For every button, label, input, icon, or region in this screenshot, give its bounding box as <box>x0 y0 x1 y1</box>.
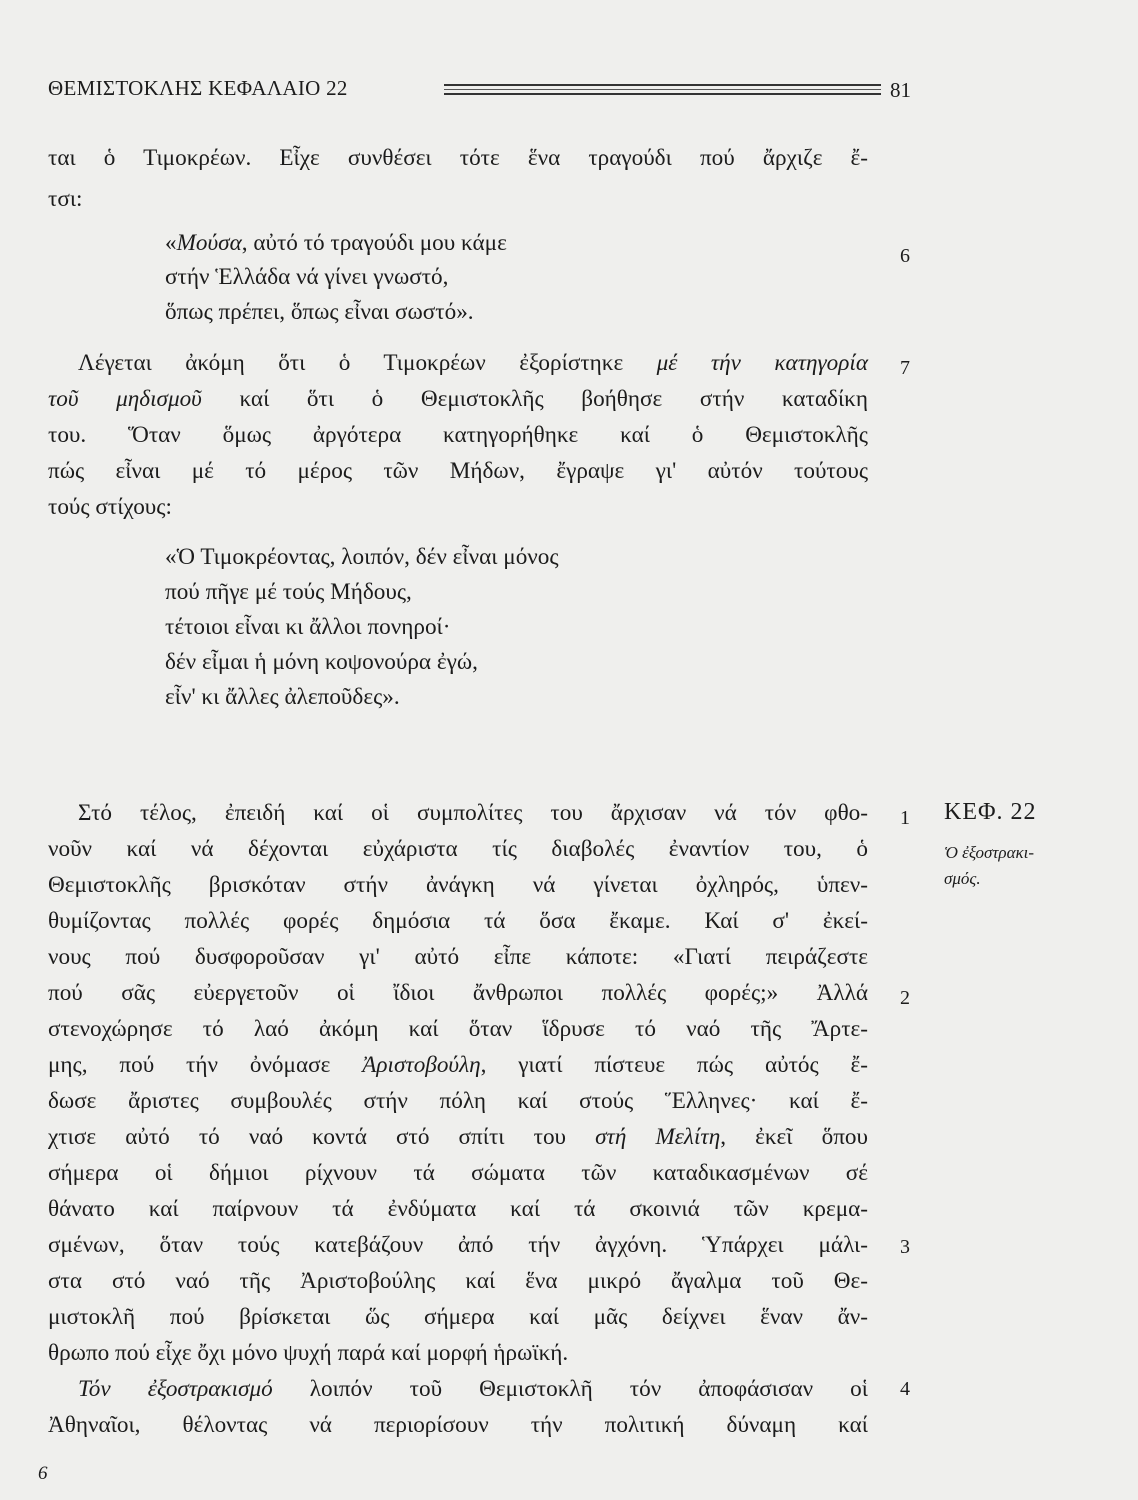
margin-number: 7 <box>900 357 910 379</box>
text-line: μιστοκλῆ πού βρίσκεται ὥς σήμερα καί μᾶς δείχνει ἕναν ἄν- <box>48 1304 868 1330</box>
verse-line: «Ὁ Τιμοκρέοντας, λοιπόν, δέν εἶναι μόνος <box>165 544 559 570</box>
page-number: 81 <box>890 78 911 102</box>
text-line: τοῦ μηδισμοῦ καί ὅτι ὁ Θεμιστοκλῆς βοήθησε στήν καταδίκη <box>48 386 868 412</box>
text-line: θάνατο καί παίρνουν τά ἐνδύματα καί τά σκοινιά τῶν κρεμα- <box>48 1196 868 1222</box>
sidebar-chapter-heading: ΚΕΦ. 22 <box>944 799 1037 825</box>
margin-number: 4 <box>900 1378 910 1400</box>
signature-mark: 6 <box>38 1463 48 1484</box>
text-line: θυμίζοντας πολλές φορές δημόσια τά ὅσα ἔκαμε. Καί σ' ἐκεί- <box>48 908 868 934</box>
verse-line: εἶν' κι ἄλλες ἀλεποῦδες». <box>165 684 400 710</box>
text-line: Λέγεται ἀκόμη ὅτι ὁ Τιμοκρέων ἐξορίστηκε μέ τήν κατηγορία <box>78 350 868 376</box>
verse-line: «Μούσα, αὐτό τό τραγούδι μου κάμε <box>165 230 507 256</box>
verse-line: πού πῆγε μέ τούς Μήδους, <box>165 579 412 605</box>
verse-line: τέτοιοι εἶναι κι ἄλλοι πονηροί· <box>165 614 451 640</box>
text-line: τσι: <box>48 186 83 212</box>
text-line: Ἀθηναῖοι, θέλοντας νά περιορίσουν τήν πολιτική δύναμη καί <box>48 1412 868 1438</box>
margin-number: 3 <box>900 1236 910 1258</box>
verse-line: δέν εἶμαι ἡ μόνη κοψονούρα ἐγώ, <box>165 649 478 675</box>
header-rule <box>444 84 881 86</box>
header-rule <box>444 93 881 95</box>
text-line: νοῦν καί νά δέχονται εὐχάριστα τίς διαβολές ἐναντίον του, ὁ <box>48 836 868 862</box>
text-line: πού σᾶς εὐεργετοῦν οἱ ἴδιοι ἄνθρωποι πολλές φορές;» Ἀλλά <box>48 980 868 1006</box>
sidebar-subtitle: Ὁ ἐξοστρακι- <box>944 843 1035 862</box>
text-line: δωσε ἄριστες συμβουλές στήν πόλη καί στούς Ἕλληνες· καί ἔ- <box>48 1088 868 1114</box>
header-title: ΘΕΜΙΣΤΟΚΛΗΣ ΚΕΦΑΛΑΙΟ 22 <box>48 76 348 100</box>
text-line: τούς στίχους: <box>48 494 172 520</box>
text-line: θρωπο πού εἶχε ὄχι μόνο ψυχή παρά καί μορφή ἡρωϊκή. <box>48 1340 569 1366</box>
text-line: στα στό ναό τῆς Ἀριστοβούλης καί ἕνα μικρό ἄγαλμα τοῦ Θε- <box>48 1268 868 1294</box>
margin-number: 2 <box>900 987 910 1009</box>
text-line: νους πού δυσφοροῦσαν γι' αὐτό εἶπε κάποτε: «Γιατί πειράζεστε <box>48 944 868 970</box>
verse-line: ὅπως πρέπει, ὅπως εἶναι σωστό». <box>165 299 474 325</box>
text-line: Τόν ἐξοστρακισμό λοιπόν τοῦ Θεμιστοκλῆ τόν ἀποφάσισαν οἱ <box>78 1376 868 1402</box>
margin-number: 1 <box>900 807 910 829</box>
text-line: σμένων, ὅταν τούς κατεβάζουν ἀπό τήν ἀγχόνη. Ὑπάρχει μάλι- <box>48 1232 868 1258</box>
text-line: χτισε αὐτό τό ναό κοντά στό σπίτι του στή Μελίτη, ἐκεῖ ὅπου <box>48 1124 868 1150</box>
text-line: σήμερα οἱ δήμιοι ρίχνουν τά σώματα τῶν καταδικασμένων σέ <box>48 1160 868 1186</box>
header-rule <box>444 89 881 90</box>
sidebar-subtitle: σμός. <box>944 869 981 888</box>
text-line: ται ὁ Τιμοκρέων. Εἶχε συνθέσει τότε ἕνα τραγούδι πού ἄρχιζε ἔ- <box>48 145 868 171</box>
running-header <box>48 72 911 104</box>
text-line: Στό τέλος, ἐπειδή καί οἱ συμπολίτες του ἄρχισαν νά τόν φθο- <box>78 800 868 826</box>
text-line: στενοχώρησε τό λαό ἀκόμη καί ὅταν ἵδρυσε τό ναό τῆς Ἄρτε- <box>48 1016 868 1042</box>
margin-number: 6 <box>900 245 910 267</box>
text-line: πώς εἶναι μέ τό μέρος τῶν Μήδων, ἔγραψε γι' αὐτόν τούτους <box>48 458 868 484</box>
text-line: Θεμιστοκλῆς βρισκόταν στήν ἀνάγκη νά γίνεται ὀχληρός, ὑπεν- <box>48 872 868 898</box>
verse-line: στήν Ἑλλάδα νά γίνει γνωστό, <box>165 264 449 290</box>
text-line: μης, πού τήν ὀνόμασε Ἀριστοβούλη, γιατί πίστευε πώς αὐτός ἔ- <box>48 1052 869 1078</box>
text-line: του. Ὅταν ὅμως ἀργότερα κατηγορήθηκε καί ὁ Θεμιστοκλῆς <box>48 422 868 448</box>
